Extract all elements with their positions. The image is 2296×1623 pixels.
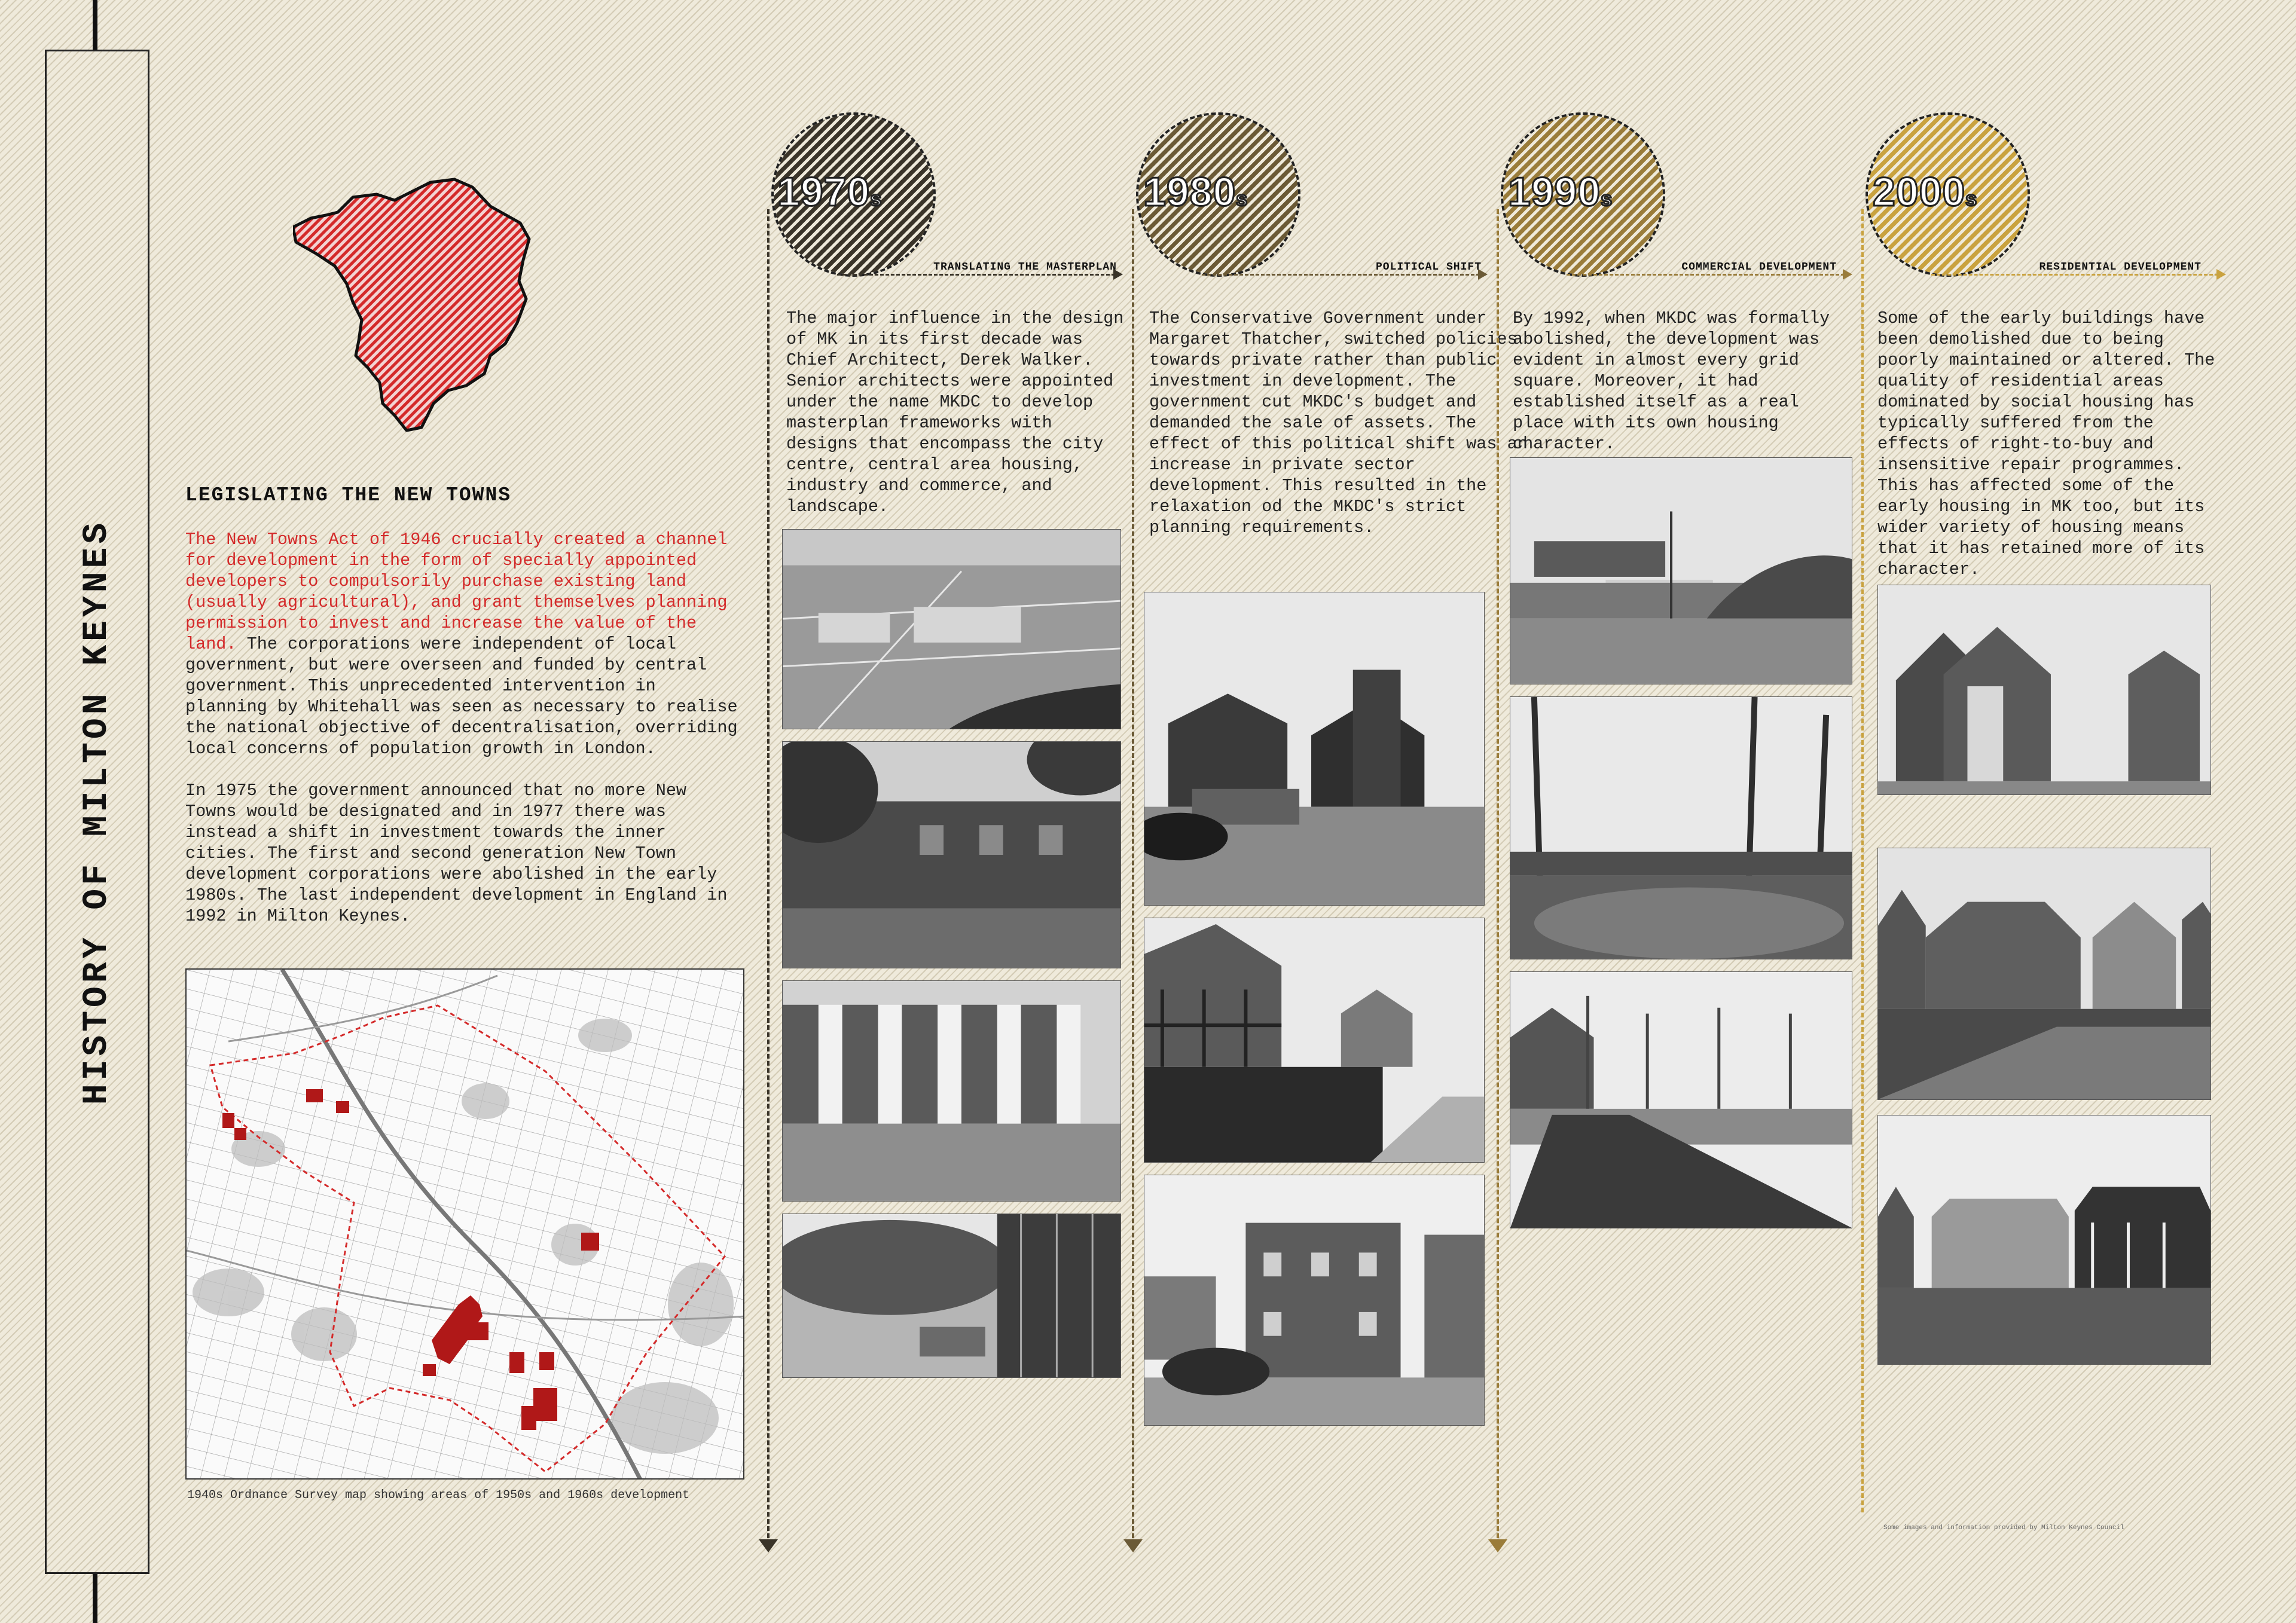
- legislating-para1: The corporations were independent of local government, but were overseen and funded by central government. This unprecedented intervention in planning by Whitehall was seen as necessary to realise the national objective of decentralisation, overriding local concerns of population growth in London.: [185, 634, 738, 759]
- era-rule-1990s: [1567, 274, 1845, 276]
- era-label-2000s: 2000s: [1873, 169, 1978, 215]
- photo-1980s-brick-flats: [1144, 1175, 1485, 1426]
- era-text-2000s: Some of the early buildings have been demolished due to being poorly maintained or altered. The quality of residential areas dominated by social housing has typically suffered from the effects of right-to-buy and insensitive repair programmes. This has affected some of the early housing in MK too, but its wider variety of housing means that it has retained more of its character.: [1877, 308, 2215, 579]
- photo-2000s-gabled-house: [1877, 585, 2211, 795]
- era-timeline-1990s: [1497, 209, 1499, 1545]
- era-subheading-1970s: TRANSLATING THE MASTERPLAN: [933, 261, 1117, 273]
- photo-1980s-timber-houses: [1144, 592, 1485, 906]
- era-rule-1980s: [1202, 274, 1480, 276]
- era-arrow-down-1970s: [759, 1539, 778, 1552]
- era-subheading-1990s: COMMERCIAL DEVELOPMENT: [1681, 261, 1837, 273]
- era-text-1990s: By 1992, when MKDC was formally abolished, the development was evident in almost every grid square. Moreover, it had established itself as a real place with its own housing character.: [1513, 308, 1830, 454]
- sidebar-bottom-tick: [93, 1574, 97, 1623]
- photo-1970s-shopping-centre: [782, 1214, 1121, 1378]
- image-credit: Some images and information provided by Milton Keynes Council: [1883, 1524, 2124, 1532]
- era-timeline-1970s: [767, 209, 770, 1545]
- era-arrow-down-1980s: [1123, 1539, 1143, 1552]
- photo-1980s-tudor-houses: [1144, 918, 1485, 1163]
- photo-2000s-brick-close: [1877, 848, 2211, 1100]
- photo-2000s-green-terrace: [1877, 1115, 2211, 1365]
- era-arrow-right-1990s: [1843, 269, 1852, 280]
- era-text-1980s: The Conservative Government under Margaret Thatcher, switched policies towards private rather than public investment in development. The government cut MKDC's budget and demanded the sale of assets. The effect of this political shift was an increase in private sector development. This resulted in the relaxation od the MKDC's strict planning requirements.: [1149, 308, 1528, 537]
- era-rule-1970s: [837, 274, 1115, 276]
- ordnance-survey-map: [185, 968, 744, 1480]
- era-arrow-right-2000s: [2216, 269, 2226, 280]
- era-timeline-2000s: [1861, 209, 1864, 1512]
- page-title: HISTORY OF MILTON KEYNES: [78, 519, 117, 1105]
- milton-keynes-outline-map: [293, 176, 568, 439]
- photo-1990s-underpass: [1510, 457, 1852, 684]
- era-label-1980s: 1980s: [1143, 169, 1248, 215]
- era-label-1990s: 1990s: [1508, 169, 1613, 215]
- photo-1970s-white-terrace: [782, 980, 1121, 1202]
- photo-1970s-brick-terrace: [782, 741, 1121, 968]
- photo-1990s-avenue: [1510, 696, 1852, 959]
- era-subheading-1980s: POLITICAL SHIFT: [1375, 261, 1482, 273]
- sidebar-top-tick: [93, 0, 97, 50]
- photo-1990s-road: [1510, 971, 1852, 1228]
- era-label-1970s: 1970s: [777, 169, 883, 215]
- era-rule-2000s: [1931, 274, 2218, 276]
- map-caption: 1940s Ordnance Survey map showing areas of 1950s and 1960s development: [187, 1488, 690, 1502]
- legislating-para2: In 1975 the government announced that no more New Towns would be designated and in 1977 there was instead a shift in investment towards the inner cities. The first and second generation New Town development corporations were abolished in the early 1980s. The last independent development in England in 1992 in Milton Keynes.: [185, 781, 728, 926]
- legislating-body: [185, 529, 744, 947]
- photo-1970s-aerial-construction: [782, 529, 1121, 729]
- era-text-1970s: The major influence in the design of MK in its first decade was Chief Architect, Derek Walker. Senior architects were appointed under the name MKDC to develop masterplan frameworks with designs that encompass the city centre, central area housing, industry and commerce, and landscape.: [786, 308, 1124, 516]
- sidebar-frame: [45, 50, 149, 1574]
- era-subheading-2000s: RESIDENTIAL DEVELOPMENT: [2039, 261, 2202, 273]
- legislating-heading: LEGISLATING THE NEW TOWNS: [185, 484, 512, 506]
- legislating-highlight: The New Towns Act of 1946 crucially created a channel for development in the form of specially appointed developers to compulsorily purchase existing land (usually agricultural), and grant themselves planning permission to invest and increase the value of the land.: [185, 530, 728, 654]
- era-timeline-1980s: [1132, 209, 1134, 1545]
- era-arrow-down-1990s: [1488, 1539, 1507, 1552]
